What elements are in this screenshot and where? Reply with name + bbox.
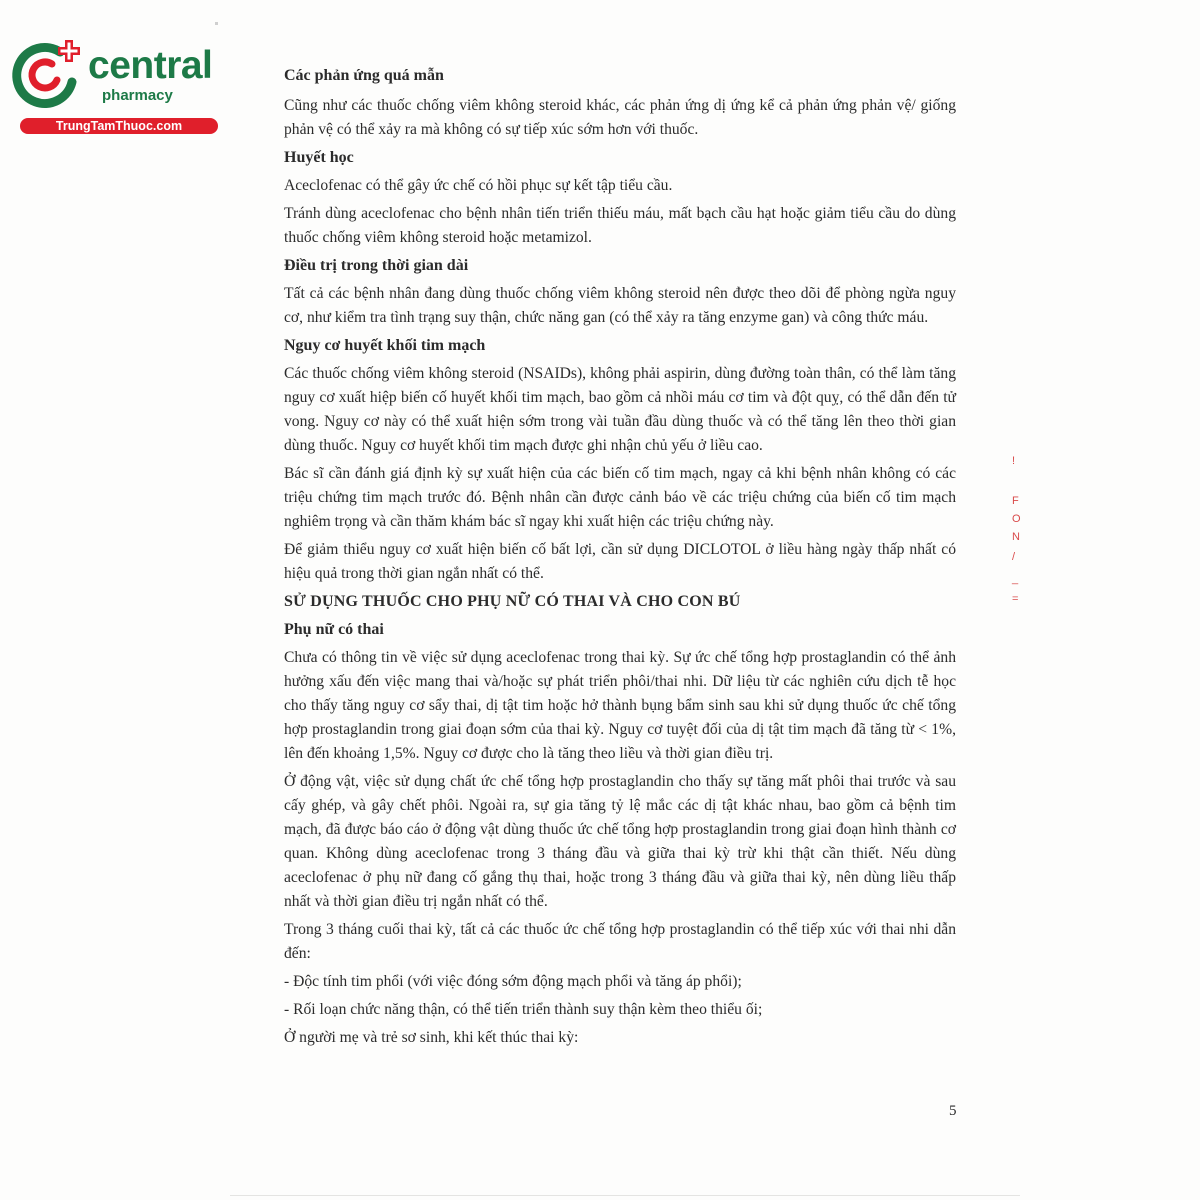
heading-hypersensitivity: Các phản ứng quá mẫn [284,67,444,84]
paragraph: Các thuốc chống viêm không steroid (NSAIDs), không phải aspirin, dùng đường toàn thân, có thể làm tăng nguy cơ xuất hiệp biến cố huyết khối tim mạch, bao gồm cả nhồi máu cơ tim và đột quỵ, có thể dẫn đến tử vong. Nguy cơ này có thể xuất hiện sớm trong vài tuần đầu dùng thuốc và có thể tăng lên theo thời gian dùng thuốc. Nguy cơ huyết khối tim mạch được ghi nhận chủ yếu ở liều cao. [284,365,956,454]
logo-website: TrungTamThuoc.com [20,118,218,134]
edge-mark: ! [1012,455,1016,467]
edge-mark: / [1012,551,1016,563]
logo-subtitle: pharmacy [102,87,173,104]
heading-long-term-treatment: Điều trị trong thời gian dài [284,257,469,274]
section-title-pregnancy-lactation: SỬ DỤNG THUỐC CHO PHỤ NỮ CÓ THAI VÀ CHO CON BÚ [284,593,741,610]
paragraph: Để giảm thiểu nguy cơ xuất hiện biến cố bất lợi, cần sử dụng DICLOTOL ở liều hàng ngày thấp nhất có hiệu quả trong thời gian ngắn nhất có thể. [284,541,956,582]
edge-mark: O [1012,513,1021,525]
edge-mark: = [1012,593,1019,605]
list-item: - Độc tính tim phổi (với việc đóng sớm động mạch phổi và tăng áp phổi); [284,973,742,990]
heading-hematology: Huyết học [284,149,354,166]
scan-speck [215,22,218,25]
paragraph: Tránh dùng aceclofenac cho bệnh nhân tiến triển thiếu máu, mất bạch cầu hạt hoặc giảm tiểu cầu do dùng thuốc chống viêm không steroid hoặc metamizol. [284,205,956,246]
paragraph: Ở động vật, việc sử dụng chất ức chế tổng hợp prostaglandin cho thấy sự tăng mất phôi thai trước và sau cấy ghép, và gây chết phôi. Ngoài ra, sự gia tăng tỷ lệ mắc các dị tật khác nhau, bao gồm cả bệnh tim mạch, đã được báo cáo ở động vật dùng thuốc ức chế tổng hợp prostaglandin trong giai đoạn hình thành cơ quan. Không dùng aceclofenac trong 3 tháng đầu và giữa thai kỳ trừ khi thật cần thiết. Nếu dùng aceclofenac ở phụ nữ đang cố gắng thụ thai, hoặc trong 3 tháng đầu và giữa thai kỳ, nên dùng liều thấp nhất và thời gian điều trị ngắn nhất có thể. [284,773,956,910]
paragraph: Bác sĩ cần đánh giá định kỳ sự xuất hiện của các biến cố tim mạch, ngay cả khi bệnh nhân không có các triệu chứng tim mạch trước đó. Bệnh nhân cần được cảnh báo về các triệu chứng của biến cố tim mạch nghiêm trọng và cần thăm khám bác sĩ ngay khi xuất hiện các triệu chứng này. [284,465,956,530]
document-body [284,64,956,1050]
paragraph: Tất cả các bệnh nhân đang dùng thuốc chống viêm không steroid nên được theo dõi để phòng ngừa nguy cơ, như kiểm tra tình trạng suy thận, chức năng gan (có thể xảy ra tăng enzyme gan) và công thức máu. [284,285,956,326]
paragraph: Chưa có thông tin về việc sử dụng aceclofenac trong thai kỳ. Sự ức chế tổng hợp prostaglandin có thể ảnh hưởng xấu đến việc mang thai và/hoặc sự phát triển phôi/thai nhi. Dữ liệu từ các nghiên cứu dịch tễ học cho thấy tăng nguy cơ sẩy thai, dị tật tim hoặc hở thành bụng bẩm sinh sau khi sử dụng thuốc ức chế tổng hợp prostaglandin trong giai đoạn sớm của thai kỳ. Nguy cơ tuyệt đối của dị tật tim mạch đã tăng từ < 1%, lên đến khoảng 1,5%. Nguy cơ được cho là tăng theo liều và thời gian điều trị. [284,649,956,762]
pharmacy-cross-logo-icon [10,38,88,114]
central-pharmacy-logo [10,38,215,138]
paragraph: Ở người mẹ và trẻ sơ sinh, khi kết thúc thai kỳ: [284,1029,579,1046]
page-number: 5 [949,1103,957,1119]
edge-mark: F [1012,495,1019,507]
heading-pregnant-women: Phụ nữ có thai [284,621,384,638]
paragraph: Aceclofenac có thể gây ức chế có hồi phục sự kết tập tiểu cầu. [284,177,673,194]
logo-brand-name: central [88,44,213,87]
edge-mark: N [1012,531,1020,543]
paragraph: Cũng như các thuốc chống viêm không steroid khác, các phản ứng dị ứng kể cả phản ứng phản vệ/ giống phản vệ có thể xảy ra mà không có sự tiếp xúc sớm hơn với thuốc. [284,97,956,138]
edge-stamp-marks [1012,455,1026,610]
list-item: - Rối loạn chức năng thận, có thể tiến triển thành suy thận kèm theo thiểu ối; [284,1001,763,1018]
edge-mark: _ [1012,573,1019,585]
scan-edge-line [230,1195,1020,1196]
paragraph: Trong 3 tháng cuối thai kỳ, tất cả các thuốc ức chế tổng hợp prostaglandin có thể tiếp xúc với thai nhi dẫn đến: [284,921,956,962]
heading-cardiovascular-risk: Nguy cơ huyết khối tim mạch [284,337,486,354]
